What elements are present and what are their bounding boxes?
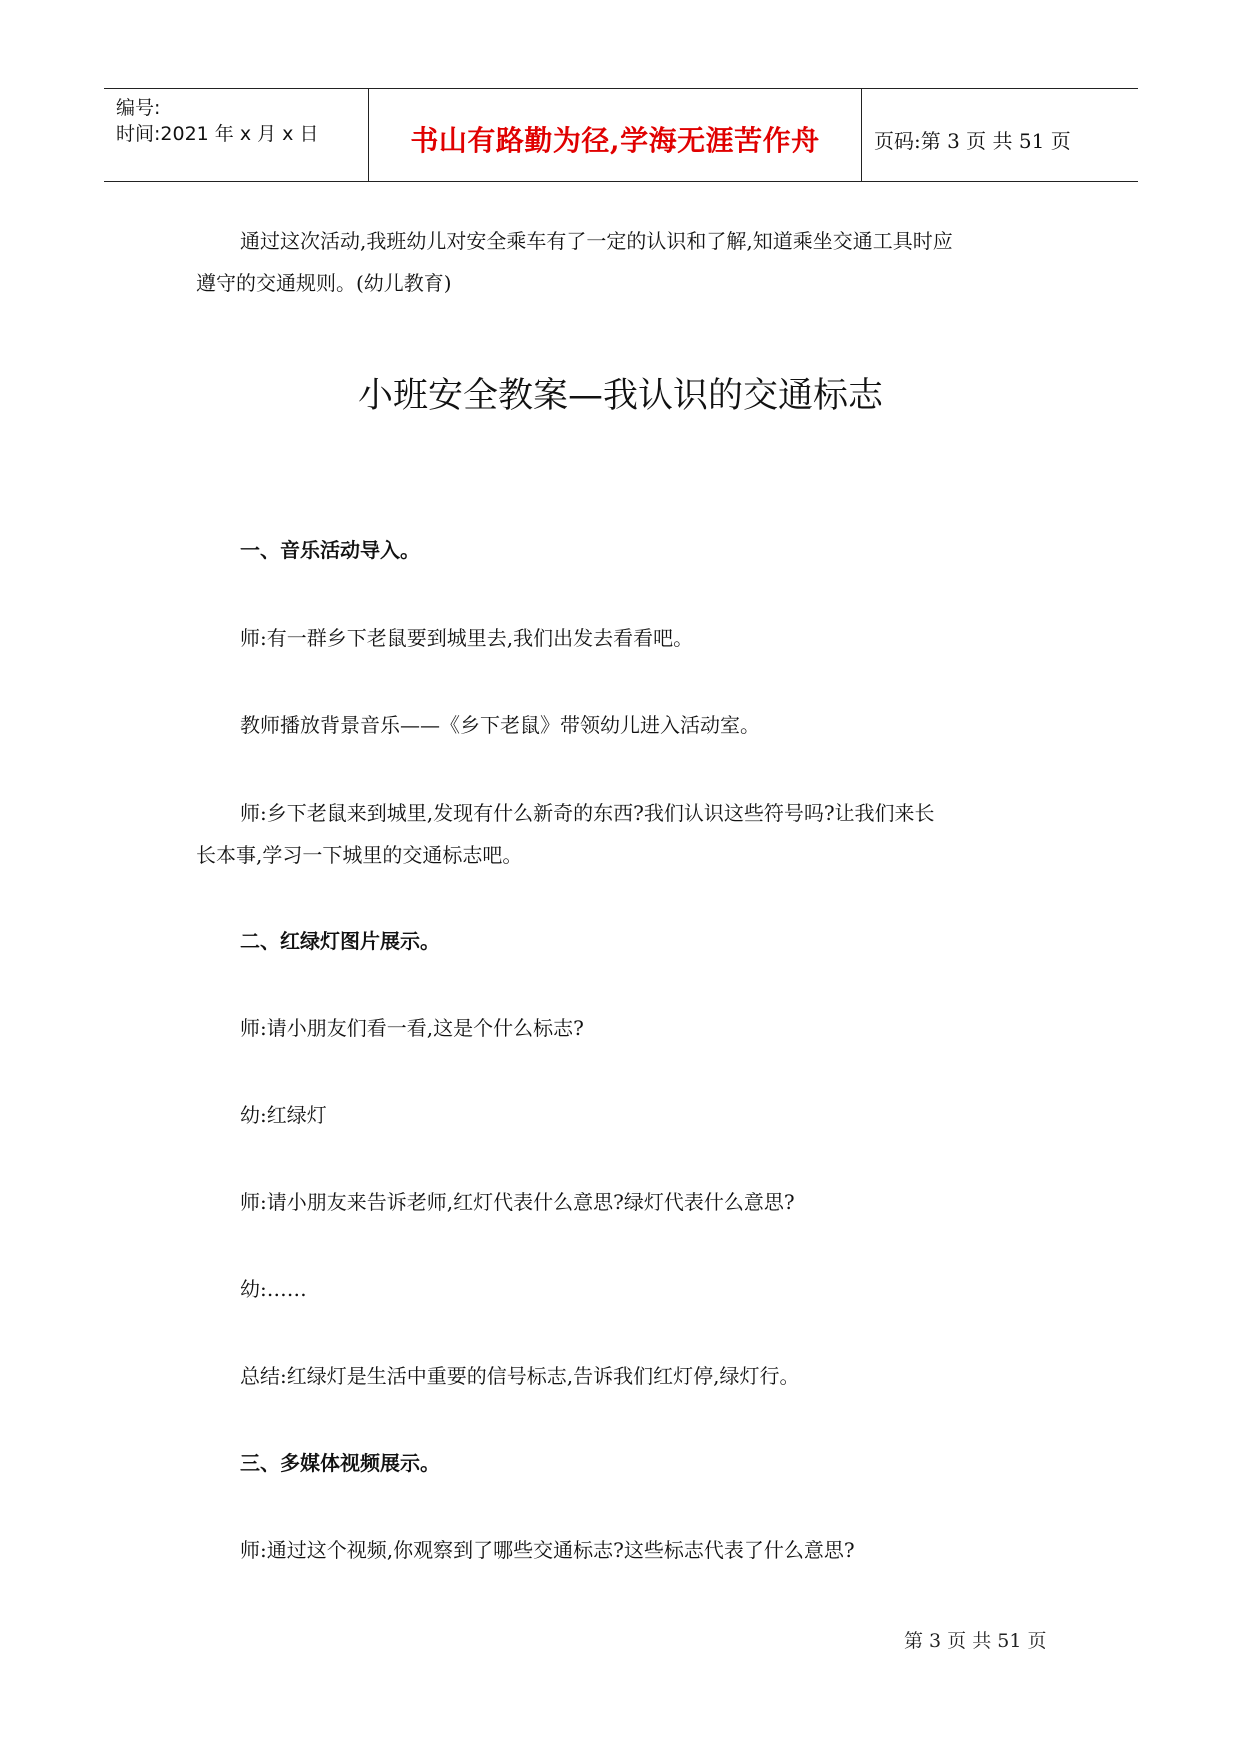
section-3-heading: 三、多媒体视频展示。 (240, 1451, 440, 1475)
intro-line-2: 遵守的交通规则。(幼儿教育) (196, 271, 452, 295)
section-1-paragraph-2: 教师播放背景音乐——《乡下老鼠》带领幼儿进入活动室。 (240, 713, 760, 737)
section-2-paragraph-3: 师:请小朋友来告诉老师,红灯代表什么意思?绿灯代表什么意思? (240, 1190, 795, 1214)
header-right-cell (862, 89, 1138, 181)
header-center-cell (368, 89, 862, 181)
section-2-paragraph-5: 总结:红绿灯是生活中重要的信号标志,告诉我们红灯停,绿灯行。 (240, 1364, 800, 1388)
intro-line-1: 通过这次活动,我班幼儿对安全乘车有了一定的认识和了解,知道乘坐交通工具时应 (240, 229, 953, 253)
document-title: 小班安全教案—我认识的交通标志 (357, 376, 883, 416)
section-2-heading: 二、红绿灯图片展示。 (240, 929, 440, 953)
section-1-heading: 一、音乐活动导入。 (240, 538, 420, 562)
document-number-label: 编号: (116, 97, 161, 119)
section-1-paragraph-3-line-2: 长本事,学习一下城里的交通标志吧。 (196, 843, 523, 867)
section-1-paragraph-3-line-1: 师:乡下老鼠来到城里,发现有什么新奇的东西?我们认识这些符号吗?让我们来长 (240, 801, 935, 825)
section-1-paragraph-1: 师:有一群乡下老鼠要到城里去,我们出发去看看吧。 (240, 626, 694, 650)
section-3-paragraph-1: 师:通过这个视频,你观察到了哪些交通标志?这些标志代表了什么意思? (240, 1538, 855, 1562)
header-motto: 书山有路勤为径,学海无涯苦作舟 (410, 124, 820, 157)
document-time-label: 时间:2021 年 x 月 x 日 (116, 123, 319, 145)
section-2-paragraph-4: 幼:…… (240, 1277, 307, 1301)
section-2-paragraph-2: 幼:红绿灯 (240, 1103, 327, 1127)
page-footer: 第 3 页 共 51 页 (904, 1630, 1047, 1652)
section-2-paragraph-1: 师:请小朋友们看一看,这是个什么标志? (240, 1016, 584, 1040)
header-page-number: 页码:第 3 页 共 51 页 (874, 129, 1071, 153)
page-header (104, 88, 1138, 182)
header-left-cell (104, 89, 368, 181)
